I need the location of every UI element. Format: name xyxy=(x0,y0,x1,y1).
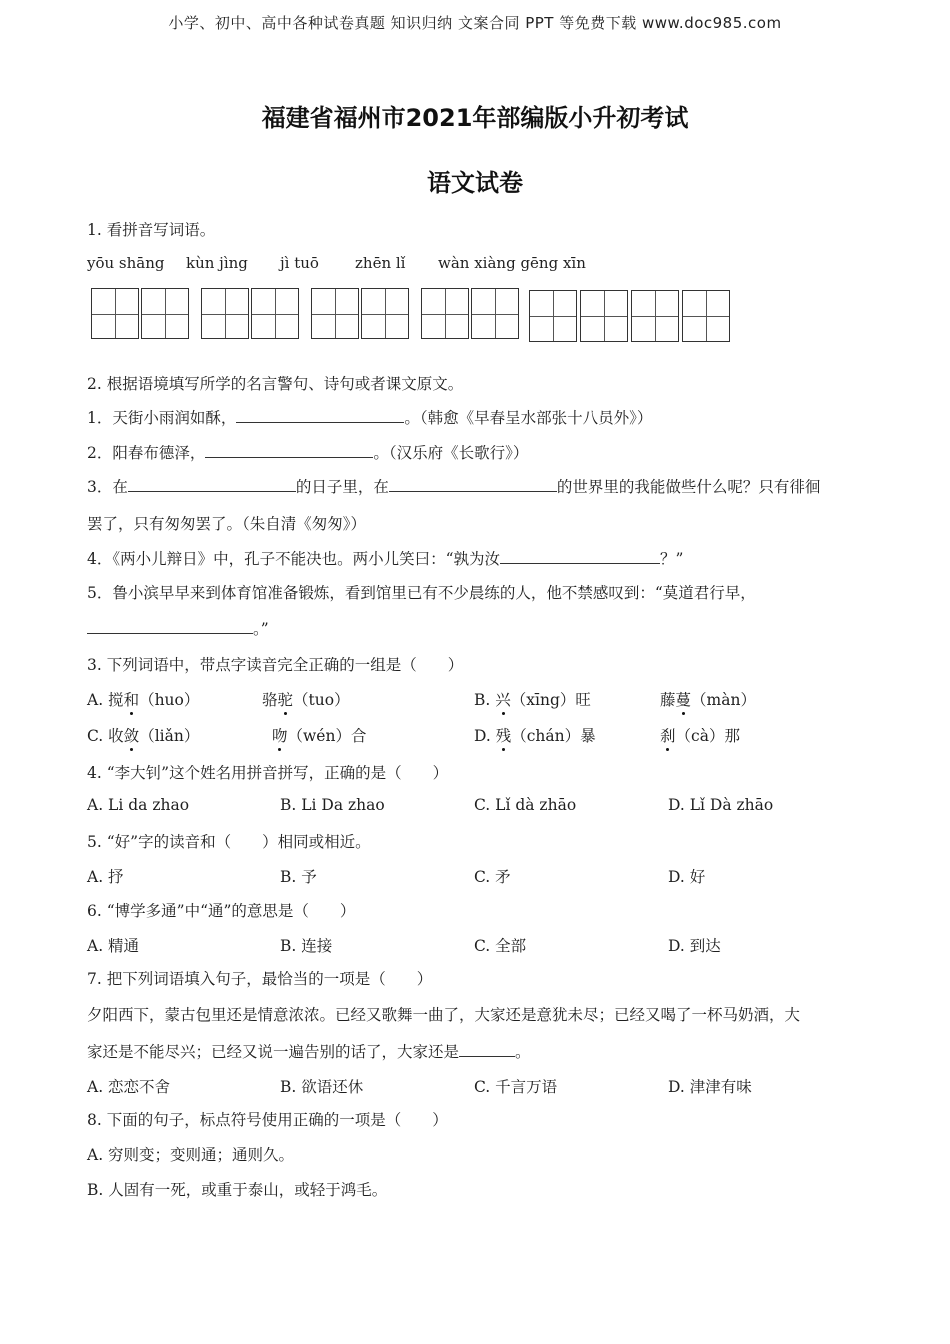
pinyin-5: wàn xiàng gēng xīn xyxy=(438,254,586,272)
pinyin-3: jì tuō xyxy=(280,254,319,272)
writing-grid-box[interactable] xyxy=(201,288,249,339)
q3-option-a-1[interactable]: A. 搅和（huo） xyxy=(87,688,199,710)
writing-grid-box[interactable] xyxy=(141,288,189,339)
writing-grid-box[interactable] xyxy=(682,290,730,342)
q6-option-d[interactable]: D. 到达 xyxy=(668,937,721,955)
writing-grid-box[interactable] xyxy=(529,290,577,342)
q7-option-a[interactable]: A. 恋恋不舍 xyxy=(87,1078,171,1096)
question-1-stem: 1. 看拼音写词语。 xyxy=(87,221,216,239)
q2-item-4: 4．《两小儿辩日》中，孔子不能决也。两小儿笑曰：“孰为汝 ？” xyxy=(87,550,684,568)
answer-blank[interactable] xyxy=(236,407,404,423)
q2-item-2: 2．阳春布德泽， 。（汉乐府《长歌行》） xyxy=(87,444,529,462)
writing-grid-box[interactable] xyxy=(580,290,628,342)
q4-option-a[interactable]: A. Li da zhao xyxy=(87,796,190,814)
q7-option-b[interactable]: B. 欲语还休 xyxy=(280,1078,364,1096)
answer-blank[interactable] xyxy=(389,476,557,492)
q2-item-3-cont: 罢了，只有匆匆罢了。（朱自清《匆匆》） xyxy=(87,515,367,533)
question-2-stem: 2. 根据语境填写所学的名言警句、诗句或者课文原文。 xyxy=(87,375,464,393)
q7-passage-line-2: 家还是不能尽兴；已经又说一遍告别的话了，大家还是 。 xyxy=(87,1043,531,1061)
q5-option-a[interactable]: A. 抒 xyxy=(87,868,124,886)
q3-option-d-2: 刹（cà）那 xyxy=(660,724,740,746)
q8-option-b[interactable]: B. 人固有一死，或重于泰山，或轻于鸿毛。 xyxy=(87,1181,388,1199)
q3-option-d-1[interactable]: D. 残（chán）暴 xyxy=(474,724,596,746)
writing-grid-box[interactable] xyxy=(251,288,299,339)
q3-option-b-2: 藤蔓（màn） xyxy=(660,688,756,710)
answer-blank[interactable] xyxy=(459,1041,515,1057)
pinyin-1: yōu shāng xyxy=(87,254,165,272)
question-3-stem: 3. 下列词语中，带点字读音完全正确的一组是（ ） xyxy=(87,656,464,674)
q2-item-5-cont: 。” xyxy=(87,617,269,639)
q3-option-c-2: 吻（wén）合 xyxy=(272,724,366,746)
q7-option-d[interactable]: D. 津津有味 xyxy=(668,1078,752,1096)
q6-option-a[interactable]: A. 精通 xyxy=(87,937,140,955)
question-8-stem: 8. 下面的句子，标点符号使用正确的一项是（ ） xyxy=(87,1111,448,1129)
q4-option-b[interactable]: B. Li Da zhao xyxy=(280,796,385,814)
q3-option-a-2: 骆驼（tuo） xyxy=(262,688,350,710)
exam-subtitle: 语文试卷 xyxy=(427,169,523,197)
q2-item-5: 5．鲁小滨早早来到体育馆准备锻炼，看到馆里已有不少晨练的人，他不禁感叹到：“莫道君行早， xyxy=(87,584,756,602)
q3-option-c-1[interactable]: C. 收敛（liǎn） xyxy=(87,724,199,746)
exam-title: 福建省福州市2021年部编版小升初考试 xyxy=(261,104,689,132)
answer-blank[interactable] xyxy=(87,618,253,634)
q7-passage-line-1: 夕阳西下，蒙古包里还是情意浓浓。已经又歌舞一曲了，大家还是意犹未尽；已经又喝了一杯马奶酒，大 xyxy=(87,1006,801,1024)
q6-option-b[interactable]: B. 连接 xyxy=(280,937,333,955)
answer-blank[interactable] xyxy=(500,548,660,564)
pinyin-2: kùn jìng xyxy=(186,254,248,272)
q5-option-c[interactable]: C. 矛 xyxy=(474,868,511,886)
question-7-stem: 7. 把下列词语填入句子，最恰当的一项是（ ） xyxy=(87,970,433,988)
q4-option-c[interactable]: C. Lǐ dà zhāo xyxy=(474,796,577,814)
q2-item-1: 1．天街小雨润如酥， 。（韩愈《早春呈水部张十八员外》） xyxy=(87,409,653,427)
answer-blank[interactable] xyxy=(128,476,296,492)
writing-grid-box[interactable] xyxy=(631,290,679,342)
q5-option-d[interactable]: D. 好 xyxy=(668,868,706,886)
answer-blank[interactable] xyxy=(205,442,373,458)
question-5-stem: 5. “好”字的读音和（ ）相同或相近。 xyxy=(87,833,371,851)
writing-grid-box[interactable] xyxy=(311,288,359,339)
writing-grid-box[interactable] xyxy=(471,288,519,339)
writing-grid-box[interactable] xyxy=(361,288,409,339)
q2-item-3: 3．在 的日子里，在 的世界里的我能做些什么呢？只有徘徊 xyxy=(87,478,821,496)
q4-option-d[interactable]: D. Lǐ Dà zhāo xyxy=(668,796,774,814)
question-4-stem: 4. “李大钊”这个姓名用拼音拼写，正确的是（ ） xyxy=(87,764,449,782)
q6-option-c[interactable]: C. 全部 xyxy=(474,937,527,955)
site-header: 小学、初中、高中各种试卷真题 知识归纳 文案合同 PPT 等免费下载 www.doc985.com xyxy=(168,14,782,32)
writing-grid-box[interactable] xyxy=(421,288,469,339)
q3-option-b-1[interactable]: B. 兴（xīng）旺 xyxy=(474,688,591,710)
q7-option-c[interactable]: C. 千言万语 xyxy=(474,1078,558,1096)
question-6-stem: 6. “博学多通”中“通”的意思是（ ） xyxy=(87,902,356,920)
pinyin-4: zhēn lǐ xyxy=(355,254,406,272)
q8-option-a[interactable]: A. 穷则变；变则通；通则久。 xyxy=(87,1146,295,1164)
q5-option-b[interactable]: B. 予 xyxy=(280,868,317,886)
writing-grid-box[interactable] xyxy=(91,288,139,339)
